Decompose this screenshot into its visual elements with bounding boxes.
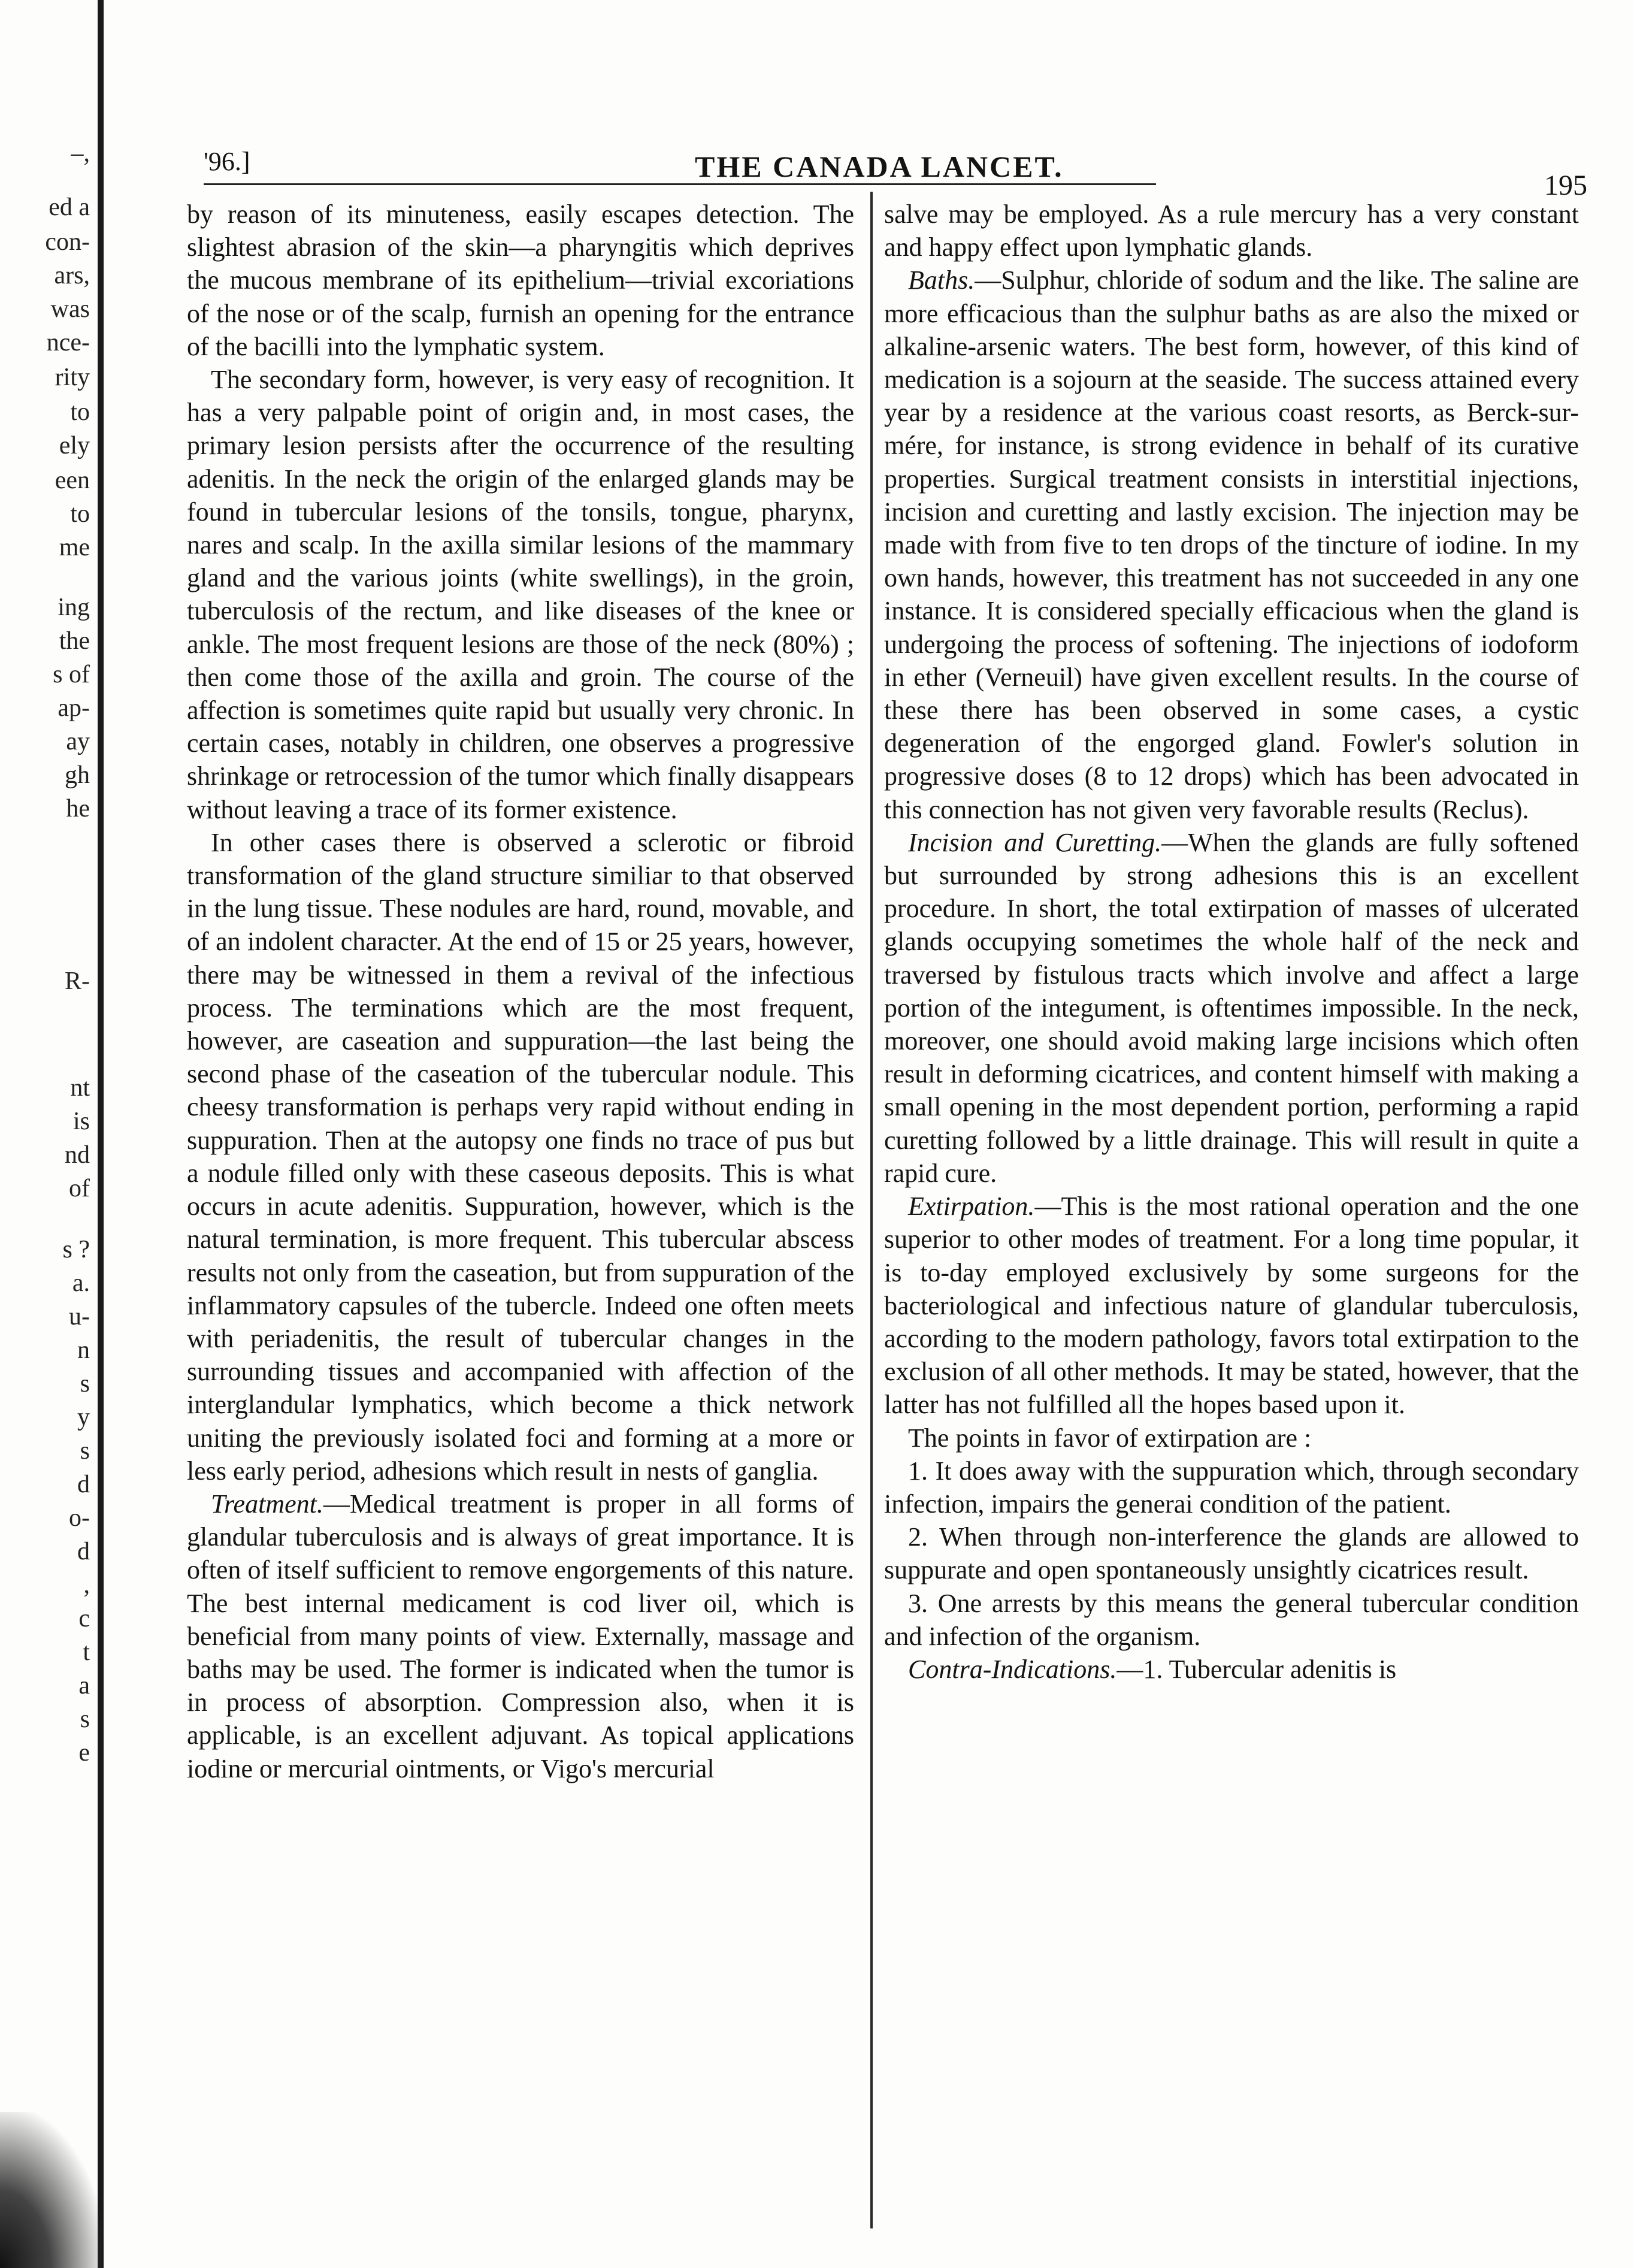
facing-page-fragment: s bbox=[80, 1370, 90, 1398]
facing-page-fragment: ing bbox=[58, 594, 90, 621]
facing-page-fragment: s bbox=[80, 1437, 90, 1465]
paragraph-text: 1. It does away with the suppuration which, through secondary infection, impairs the generai condition of the patient. bbox=[884, 1456, 1579, 1519]
paragraph bbox=[884, 264, 1579, 825]
facing-page-fragment: d bbox=[77, 1471, 90, 1498]
facing-page-fragment: me bbox=[59, 534, 90, 561]
paragraph-text: In other cases there is observed a sclerotic or fibroid transformation of the gland structure similiar to that observed in the lung tissue. These nodules are hard, round, movable, and of an indolent character. At the end of 15 or 25 years, however, there may be witnessed in them a revival of the infectious process. The terminations which are the most frequent, however, are caseation and suppuration—the last being the second phase of the caseation of the tubercular nodule. This cheesy transformation is perhaps very rapid without ending in suppuration. Then at the autopsy one finds no trace of pus but a nodule filled only with these caseous deposits. This is what occurs in acute adenitis. Suppuration, however, which is the natural termination, is more frequent. This tubercular abscess results not only from the caseation, but from suppuration of the inflammatory capsules of the tubercle. Indeed one often meets with periadenitis, the result of tubercular changes in the surrounding tissues and accompanied with affection of the interglandular lymphatics, which become a thick network uniting the previously isolated foci and forming at a more or less early period, adhesions which result in nests of ganglia. bbox=[187, 827, 854, 1486]
paragraph-text: The secondary form, however, is very easy of recognition. It has a very palpable point of origin and, in most cases, the primary lesion persists after the occurrence of the resulting adenitis. In the neck the origin of the enlarged glands may be found in tubercular lesions of the tonsils, tongue, pharynx, nares and scalp. In the axilla similar lesions of the mammary gland and the various joints (white swellings), in the groin, tuberculosis of the rectum, and like diseases of the knee or ankle. The most frequent lesions are those of the neck (80%) ; then come those of the axilla and groin. The course of the affection is sometimes quite rapid but usually very chronic. In certain cases, notably in children, one observes a progressive shrinkage or retrocession of the tumor which finally disappears without leaving a trace of its former existence. bbox=[187, 365, 854, 824]
facing-page-fragment: is bbox=[72, 1108, 90, 1135]
paragraph bbox=[187, 1487, 854, 1785]
facing-page-fragment: a. bbox=[72, 1269, 90, 1297]
paragraph-text: —Medical treatment is proper in all forms of glandular tuberculosis and is always of great importance. It is often of itself sufficient to remove engorgements of this nature. The best internal medicament is cod liver oil, which is beneficial from many points of view. Externally, massage and baths may be used. The former is indicated when the tumor is in process of absorption. Compression also, when it is applicable, is an excellent adjuvant. As topical applications iodine or mercurial ointments, or Vigo's mercurial bbox=[187, 1489, 854, 1783]
paragraph-text: 2. When through non-interference the glands are allowed to suppurate and open spontaneously unsightly cicatrices result. bbox=[884, 1522, 1579, 1585]
facing-page-fragment: the bbox=[59, 627, 90, 655]
section-heading: Contra-Indications. bbox=[908, 1654, 1117, 1684]
paragraph-text: —1. Tubercular adenitis is bbox=[1116, 1654, 1397, 1684]
paragraph bbox=[884, 198, 1579, 264]
paragraph bbox=[884, 1454, 1579, 1520]
facing-page-fragment: a bbox=[78, 1672, 90, 1700]
section-heading: Treatment. bbox=[211, 1489, 323, 1519]
facing-page-fragment: ars, bbox=[54, 262, 90, 289]
facing-page-fragment: con- bbox=[45, 228, 90, 256]
paragraph bbox=[884, 1520, 1579, 1586]
paragraph-text: The points in favor of extirpation are : bbox=[908, 1423, 1312, 1453]
facing-page-fragment: d bbox=[77, 1538, 90, 1565]
section-heading: Baths. bbox=[908, 265, 975, 295]
page-corner-shadow bbox=[0, 2112, 102, 2268]
paragraph bbox=[187, 198, 854, 363]
facing-page-fragment: s bbox=[80, 1705, 90, 1733]
facing-page-fragment: nce- bbox=[46, 329, 90, 356]
paragraph-text: —When the glands are fully softened but surrounded by strong adhesions this is an excellent procedure. In short, the total extirpation of masses of ulcerated glands occupying sometimes the whole half of the neck and traversed by fistulous tracts which involve and affect a large portion of the integument, is oftentimes impossible. In the neck, moreover, one should avoid making large incisions which often result in deforming cicatrices, and content himself with making a small opening in the most dependent portion, performing a rapid curetting followed by a little drainage. This will result in quite a rapid cure. bbox=[884, 827, 1579, 1188]
facing-page-fragment: ely bbox=[59, 432, 90, 459]
right-column bbox=[884, 198, 1579, 1686]
left-column bbox=[187, 198, 854, 1785]
facing-page-fragment: ed a bbox=[49, 193, 90, 221]
facing-page-fragment: rity bbox=[55, 364, 90, 391]
running-head-year: '96.] bbox=[204, 147, 250, 176]
facing-page-fragment: , bbox=[83, 1571, 90, 1599]
facing-page-fragment: een bbox=[55, 467, 90, 494]
paragraph bbox=[884, 1190, 1579, 1421]
facing-page-fragment: t bbox=[83, 1638, 90, 1666]
paragraph bbox=[187, 363, 854, 826]
facing-page-fragment: gh bbox=[65, 761, 90, 789]
facing-page-fragment: –, bbox=[71, 140, 90, 167]
facing-page-fragment: was bbox=[50, 295, 90, 323]
paragraph bbox=[884, 826, 1579, 1190]
paragraph-text: —Sulphur, chloride of sodum and the like. The saline are more efficacious than the sulphur baths as are also the mixed or alkaline-arsenic waters. The best form, however, of this kind of medication is a sojourn at the seaside. The success attained every year by a residence at the various coast resorts, as Berck-sur-mére, for instance, is strong evidence in behalf of its curative properties. Surgical treatment consists in interstitial injections, incision and curetting and lastly excision. The injection may be made with from five to ten drops of the tincture of iodine. In my own hands, however, this treatment has not succeeded in any one instance. It is considered specially efficacious when the gland is undergoing the process of softening. The injections of iodoform in ether (Verneuil) have given excellent results. In the course of these there has been observed in some cases, a cystic degeneration of the engorged gland. Fowler's solution in progressive doses (8 to 12 drops) which has been advocated in this connection has not given very favorable results (Reclus). bbox=[884, 265, 1579, 824]
facing-page-fragment: nt bbox=[70, 1074, 90, 1102]
facing-page-fragment: ay bbox=[66, 728, 90, 755]
facing-page-fragment: c bbox=[78, 1605, 90, 1632]
paragraph bbox=[884, 1422, 1579, 1454]
facing-page-fragment: R- bbox=[65, 967, 90, 995]
header-rule bbox=[204, 183, 1156, 185]
facing-page-fragment: o- bbox=[69, 1504, 90, 1532]
page-number: 195 bbox=[1544, 170, 1587, 201]
paragraph bbox=[884, 1653, 1579, 1686]
paragraph-text: 3. One arrests by this means the general tubercular condition and infection of the organism. bbox=[884, 1588, 1579, 1651]
facing-page-fragment: nd bbox=[65, 1141, 90, 1169]
facing-page-fragments bbox=[0, 0, 96, 2268]
facing-page-fragment: y bbox=[77, 1404, 90, 1431]
facing-page-fragment: e bbox=[78, 1739, 90, 1767]
column-rule bbox=[870, 192, 873, 2228]
facing-page-fragment: ap- bbox=[58, 694, 90, 722]
facing-page-fragment: s ? bbox=[62, 1236, 90, 1263]
facing-page-fragment: s of bbox=[53, 661, 90, 688]
section-heading: Extirpation. bbox=[908, 1192, 1035, 1221]
journal-title: THE CANADA LANCET. bbox=[695, 150, 1064, 183]
running-head bbox=[204, 144, 1587, 201]
facing-page-fragment: of bbox=[69, 1175, 90, 1202]
facing-page-fragment: to bbox=[70, 500, 90, 528]
section-heading: Incision and Curetting. bbox=[908, 827, 1162, 857]
facing-page-fragment: n bbox=[77, 1336, 90, 1364]
facing-page-fragment: to bbox=[70, 398, 90, 426]
paragraph-text: by reason of its minuteness, easily escapes detection. The slightest abrasion of the skin—a pharyngitis which deprives the mucous membrane of its epithelium—trivial excoriations of the nose or of the scalp, furnish an opening for the entrance of the bacilli into the lymphatic system. bbox=[187, 199, 854, 361]
paragraph bbox=[884, 1587, 1579, 1653]
facing-page-fragment: he bbox=[66, 795, 90, 822]
paragraph bbox=[187, 826, 854, 1487]
binding-gutter bbox=[98, 0, 104, 2268]
paragraph-text: —This is the most rational operation and the one superior to other modes of treatment. For a long time popular, it is to-day employed exclusively by some surgeons for the bacteriological and infectious nature of glandular tuberculosis, according to the modern pathology, favors total extirpation to the exclusion of all other methods. It may be stated, however, that the latter has not fulfilled all the hopes based upon it. bbox=[884, 1192, 1579, 1420]
facing-page-fragment: u- bbox=[69, 1303, 90, 1330]
paragraph-text: salve may be employed. As a rule mercury has a very constant and happy effect upon lymphatic glands. bbox=[884, 199, 1579, 262]
